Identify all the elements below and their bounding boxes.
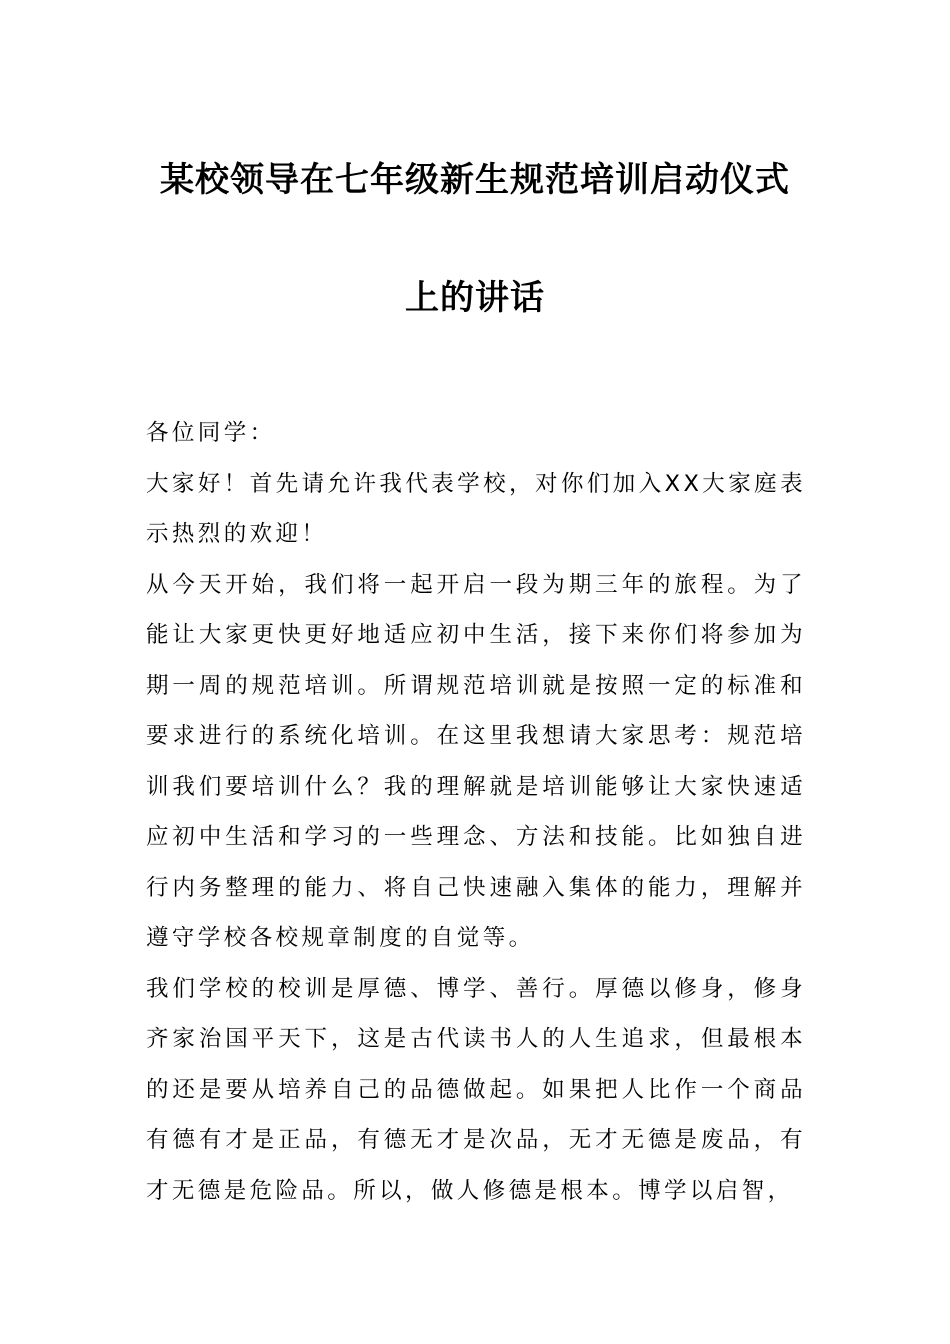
paragraph-greeting: 大家好！首先请允许我代表学校，对你们加入XX大家庭表示热烈的欢迎！ [146, 470, 806, 547]
salutation: 各位同学： [146, 420, 276, 446]
paragraph-school-motto: 我们学校的校训是厚德、博学、善行。厚德以修身，修身齐家治国平天下，这是古代读书人的人生追求，但最根本的还是要从培养自己的品德做起。如果把人比作一个商品有德有才是正品，有德无才是次品，无才无德是废品，有才无德是危险品。所以，做人修德是根本。博学以启智， [146, 975, 806, 1204]
document-title-line-1: 某校领导在七年级新生规范培训启动仪式 [160, 160, 790, 200]
document-title-line-2: 上的讲话 [405, 278, 545, 318]
paragraph-training: 从今天开始，我们将一起开启一段为期三年的旅程。为了能让大家更快更好地适应初中生活，接下来你们将参加为期一周的规范培训。所谓规范培训就是按照一定的标准和要求进行的系统化培训。在这里我想请大家思考：规范培训我们要培训什么？我的理解就是培训能够让大家快速适应初中生活和学习的一些理念、方法和技能。比如独自进行内务整理的能力、将自己快速融入集体的能力，理解并遵守学校各校规章制度的自觉等。 [146, 571, 806, 951]
document-body [146, 408, 806, 1216]
